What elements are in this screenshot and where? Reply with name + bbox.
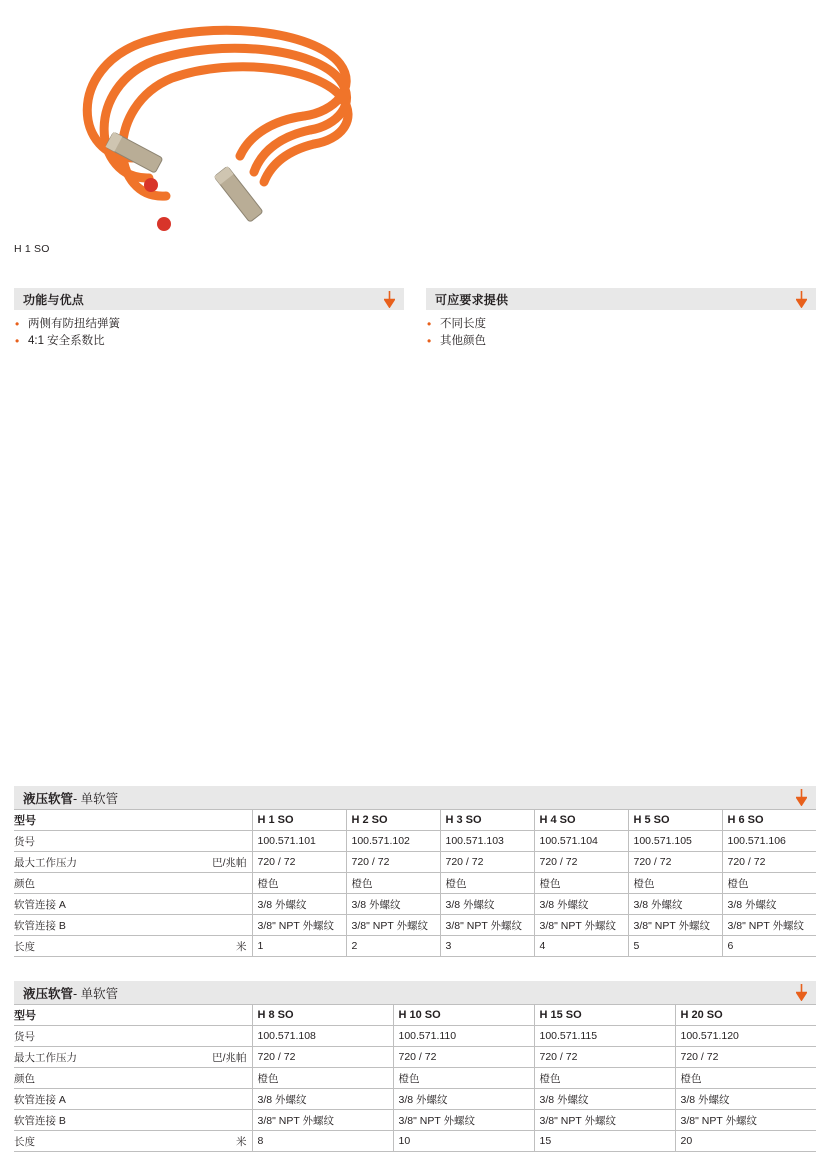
- product-image-caption: H 1 SO: [14, 243, 50, 255]
- arrow-down-icon: [796, 789, 807, 806]
- table-cell: 6: [722, 936, 816, 957]
- table-cell: 8: [252, 1131, 393, 1152]
- table-cell: 720 / 72: [675, 1047, 816, 1068]
- arrow-down-icon: [384, 291, 395, 308]
- table-cell: 3/8 外螺纹: [534, 894, 628, 915]
- spec-table-1: [14, 786, 816, 957]
- list-item-label: 两侧有防扭结弹簧: [28, 318, 120, 330]
- table-row: [14, 1131, 816, 1152]
- column-header: H 8 SO: [252, 1005, 393, 1026]
- bullet-icon: •: [427, 317, 432, 331]
- column-header: H 2 SO: [346, 810, 440, 831]
- table-cell: 3/8" NPT 外螺纹: [722, 915, 816, 936]
- row-unit: [194, 915, 252, 936]
- table-cell: 橙色: [534, 1068, 675, 1089]
- table-cell: 100.571.120: [675, 1026, 816, 1047]
- spec-table-1-title: 液压软管: [23, 791, 74, 806]
- panel-on-request: [426, 288, 816, 351]
- table-cell: 橙色: [393, 1068, 534, 1089]
- row-label: 软管连接 B: [14, 915, 194, 936]
- feature-panels: [14, 288, 816, 351]
- column-header: H 3 SO: [440, 810, 534, 831]
- row-unit: 巴/兆帕: [194, 852, 252, 873]
- panel-on-request-body: [426, 310, 816, 348]
- table-cell: 4: [534, 936, 628, 957]
- table-cell: 720 / 72: [393, 1047, 534, 1068]
- table-cell: 100.571.101: [252, 831, 346, 852]
- table-cell: 3/8" NPT 外螺纹: [534, 915, 628, 936]
- row-unit: [194, 1110, 252, 1131]
- table-cell: 3/8" NPT 外螺纹: [440, 915, 534, 936]
- table-cell: 3/8 外螺纹: [440, 894, 534, 915]
- table-cell: 橙色: [675, 1068, 816, 1089]
- product-image: [14, 8, 394, 238]
- row-label: 软管连接 A: [14, 894, 194, 915]
- table-row: [14, 1026, 816, 1047]
- table-cell: 3: [440, 936, 534, 957]
- row-unit: [194, 1089, 252, 1110]
- table-cell: 3/8" NPT 外螺纹: [252, 915, 346, 936]
- table-cell: 3/8" NPT 外螺纹: [252, 1110, 393, 1131]
- table-cell: 3/8 外螺纹: [628, 894, 722, 915]
- arrow-down-icon: [796, 291, 807, 308]
- row-label: 长度: [14, 936, 194, 957]
- table-cell: 100.571.110: [393, 1026, 534, 1047]
- table-cell: 5: [628, 936, 722, 957]
- table-row: [14, 936, 816, 957]
- table-cell: 3/8 外螺纹: [346, 894, 440, 915]
- list-item: [427, 317, 816, 331]
- table-cell: 3/8" NPT 外螺纹: [346, 915, 440, 936]
- row-unit: [194, 873, 252, 894]
- column-header: H 6 SO: [722, 810, 816, 831]
- table-row: [14, 915, 816, 936]
- list-item: [15, 317, 404, 331]
- table-cell: 2: [346, 936, 440, 957]
- table-cell: 100.571.115: [534, 1026, 675, 1047]
- column-header: H 5 SO: [628, 810, 722, 831]
- table-row-header: [14, 1005, 816, 1026]
- table-cell: 100.571.102: [346, 831, 440, 852]
- list-item: [15, 334, 404, 348]
- row-label: 最大工作压力: [14, 1047, 194, 1068]
- column-header: H 20 SO: [675, 1005, 816, 1026]
- row-unit: [194, 894, 252, 915]
- table-cell: 3/8" NPT 外螺纹: [675, 1110, 816, 1131]
- table-row: [14, 852, 816, 873]
- table-row: [14, 1110, 816, 1131]
- panel-features-header: [14, 288, 404, 310]
- table-row: [14, 894, 816, 915]
- table-cell: 720 / 72: [628, 852, 722, 873]
- spec-table-2-header: [14, 981, 816, 1004]
- arrow-down-icon: [796, 984, 807, 1001]
- table-cell: 橙色: [440, 873, 534, 894]
- table-cell: 720 / 72: [534, 852, 628, 873]
- bullet-icon: •: [15, 317, 20, 331]
- table-cell: 3/8 外螺纹: [722, 894, 816, 915]
- row-unit: 巴/兆帕: [194, 1047, 252, 1068]
- table-cell: 3/8 外螺纹: [252, 1089, 393, 1110]
- table-cell: 橙色: [346, 873, 440, 894]
- table-cell: 10: [393, 1131, 534, 1152]
- table-cell: 100.571.103: [440, 831, 534, 852]
- table-cell: 橙色: [252, 1068, 393, 1089]
- table-row: [14, 1089, 816, 1110]
- row-label: 颜色: [14, 1068, 194, 1089]
- table-cell: 3/8 外螺纹: [675, 1089, 816, 1110]
- row-unit: 米: [194, 936, 252, 957]
- spec-table-2-title: 液压软管: [23, 986, 74, 1001]
- table-cell: 720 / 72: [252, 1047, 393, 1068]
- row-label: 最大工作压力: [14, 852, 194, 873]
- list-item: [427, 334, 816, 348]
- row-label: 型号: [14, 810, 194, 831]
- table-cell: 20: [675, 1131, 816, 1152]
- panel-features-body: [14, 310, 404, 348]
- spec-table-2-grid: [14, 1004, 816, 1152]
- table-cell: 1: [252, 936, 346, 957]
- column-header: H 1 SO: [252, 810, 346, 831]
- table-cell: 橙色: [534, 873, 628, 894]
- spec-table-2-subtitle: - 单软管: [73, 986, 119, 1001]
- spec-table-1-grid: [14, 809, 816, 957]
- table-row-header: [14, 810, 816, 831]
- row-label: 货号: [14, 1026, 194, 1047]
- panel-features: [14, 288, 404, 351]
- panel-on-request-title: 可应要求提供: [435, 292, 509, 307]
- table-row: [14, 1068, 816, 1089]
- column-header: H 4 SO: [534, 810, 628, 831]
- panel-on-request-header: [426, 288, 816, 310]
- table-cell: 橙色: [628, 873, 722, 894]
- table-cell: 100.571.106: [722, 831, 816, 852]
- hose-fitting-right: [157, 166, 263, 231]
- hydraulic-hose-coil-illustration: [14, 8, 394, 240]
- row-unit: [194, 1026, 252, 1047]
- table-cell: 720 / 72: [346, 852, 440, 873]
- row-label: 型号: [14, 1005, 194, 1026]
- table-cell: 720 / 72: [534, 1047, 675, 1068]
- row-label: 软管连接 A: [14, 1089, 194, 1110]
- row-unit: [194, 1005, 252, 1026]
- row-label: 软管连接 B: [14, 1110, 194, 1131]
- table-cell: 3/8 外螺纹: [393, 1089, 534, 1110]
- list-item-label: 4:1 安全系数比: [28, 335, 105, 347]
- table-row: [14, 873, 816, 894]
- table-cell: 100.571.105: [628, 831, 722, 852]
- spec-table-1-subtitle: - 单软管: [73, 791, 119, 806]
- table-cell: 3/8 外螺纹: [534, 1089, 675, 1110]
- row-unit: [194, 831, 252, 852]
- table-cell: 橙色: [252, 873, 346, 894]
- panel-features-title: 功能与优点: [23, 292, 85, 307]
- table-cell: 3/8 外螺纹: [252, 894, 346, 915]
- table-cell: 3/8" NPT 外螺纹: [393, 1110, 534, 1131]
- table-cell: 100.571.104: [534, 831, 628, 852]
- row-unit: [194, 1068, 252, 1089]
- table-cell: 720 / 72: [722, 852, 816, 873]
- row-label: 颜色: [14, 873, 194, 894]
- table-cell: 3/8" NPT 外螺纹: [534, 1110, 675, 1131]
- table-cell: 720 / 72: [252, 852, 346, 873]
- table-cell: 100.571.108: [252, 1026, 393, 1047]
- row-unit: 米: [194, 1131, 252, 1152]
- table-row: [14, 1047, 816, 1068]
- table-cell: 橙色: [722, 873, 816, 894]
- row-label: 货号: [14, 831, 194, 852]
- list-item-label: 其他颜色: [440, 335, 486, 347]
- spec-table-1-header: [14, 786, 816, 809]
- table-row: [14, 831, 816, 852]
- column-header: H 10 SO: [393, 1005, 534, 1026]
- table-cell: 720 / 72: [440, 852, 534, 873]
- table-cell: 3/8" NPT 外螺纹: [628, 915, 722, 936]
- spec-table-2: [14, 981, 816, 1152]
- row-unit: [194, 810, 252, 831]
- table-cell: 15: [534, 1131, 675, 1152]
- row-label: 长度: [14, 1131, 194, 1152]
- bullet-icon: •: [15, 334, 20, 348]
- column-header: H 15 SO: [534, 1005, 675, 1026]
- list-item-label: 不同长度: [440, 318, 486, 330]
- bullet-icon: •: [427, 334, 432, 348]
